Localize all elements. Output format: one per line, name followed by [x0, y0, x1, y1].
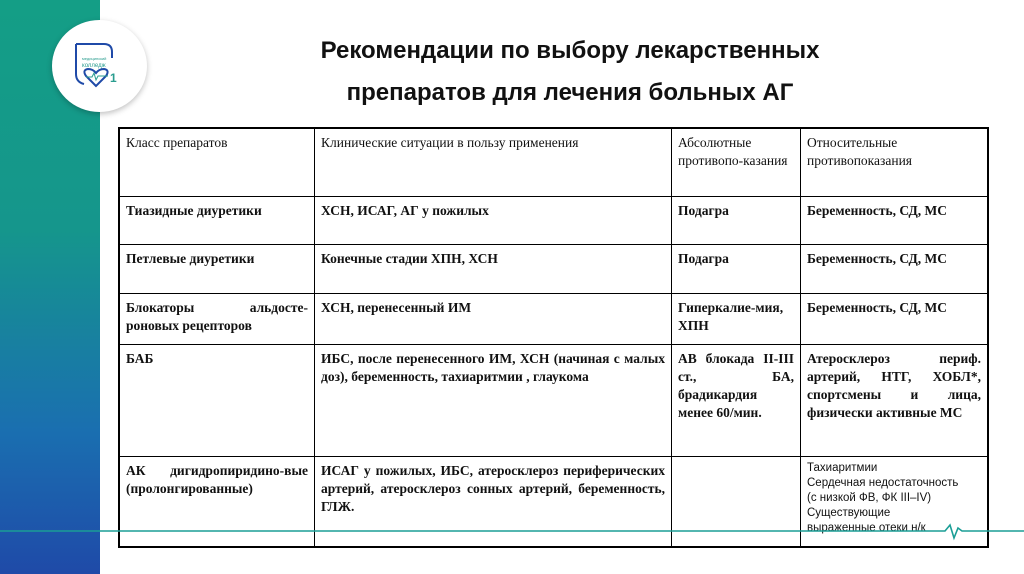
cell: Подагра: [672, 196, 801, 244]
table-row: [119, 244, 988, 293]
table-row: [119, 196, 988, 244]
cell: АК дигидропиридино-вые (пролонгированные): [119, 456, 315, 547]
cell: ХСН, ИСАГ, АГ у пожилых: [315, 196, 672, 244]
table-row: [119, 293, 988, 344]
cell: БАБ: [119, 344, 315, 456]
page-title: [220, 30, 920, 114]
cell-line: Существующие: [807, 506, 891, 519]
cell-line: Сердечная недостаточность: [807, 476, 959, 489]
svg-text:1: 1: [110, 71, 117, 85]
svg-text:колледж: колледж: [82, 63, 106, 69]
header-cell: Клинические ситуации в пользу применения: [315, 128, 672, 196]
cell: Беременность, СД, МС: [801, 293, 989, 344]
cell: Конечные стадии ХПН, ХСН: [315, 244, 672, 293]
title-line-2: препаратов для лечения больных АГ: [346, 79, 794, 106]
cell: Подагра: [672, 244, 801, 293]
cell: Блокаторы альдосте-роновых рецепторов: [119, 293, 315, 344]
college-logo: [52, 20, 147, 112]
cell: ХСН, перенесенный ИМ: [315, 293, 672, 344]
cell: ИСАГ у пожилых, ИБС, атеросклероз периферических артерий, атеросклероз сонных артерий, беременность, ГЛЖ.: [315, 456, 672, 547]
svg-text:медицинский: медицинский: [82, 56, 107, 61]
drug-table: [118, 127, 989, 548]
table-header-row: [119, 128, 988, 196]
cell-line: Тахиаритмии: [807, 461, 878, 474]
cell: Гиперкалие-мия, ХПН: [672, 293, 801, 344]
ecg-line-decoration: [0, 522, 1024, 542]
cell-line: (с низкой ФВ, ФК III–IV): [807, 491, 932, 504]
cell: Петлевые диуретики: [119, 244, 315, 293]
cell: Атеросклероз периф. артерий, НТГ, ХОБЛ*, спортсмены и лица, физически активные МС: [801, 344, 989, 456]
table-row: [119, 344, 988, 456]
cell-line: выраженные отеки н/к: [807, 521, 926, 534]
title-line-1: Рекомендации по выбору лекарственных: [320, 37, 820, 64]
header-cell: Относительные противопоказания: [801, 128, 989, 196]
cell: АВ блокада II-III ст., БА, брадикардия менее 60/мин.: [672, 344, 801, 456]
cell: Беременность, СД, МС: [801, 196, 989, 244]
header-cell: Абсолютные противопо-казания: [672, 128, 801, 196]
cell: ИБС, после перенесенного ИМ, ХСН (начиная с малых доз), беременность, тахиаритмии , глаукома: [315, 344, 672, 456]
cell: Беременность, СД, МС: [801, 244, 989, 293]
cell: Тиазидные диуретики: [119, 196, 315, 244]
header-cell: Класс препаратов: [119, 128, 315, 196]
